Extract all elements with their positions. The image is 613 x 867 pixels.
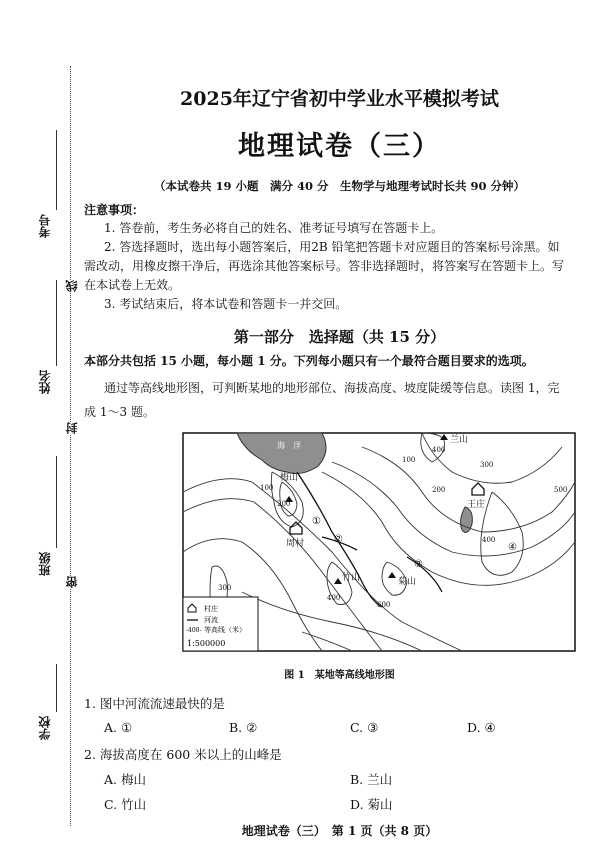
elev-500: 500 [554, 486, 568, 494]
contour-map [182, 432, 576, 652]
question-1-option-c[interactable]: C. ③ [350, 720, 379, 735]
blank-kaohao [56, 130, 57, 210]
question-1-option-b[interactable]: B. ② [229, 720, 258, 735]
subject-title: 地理试卷（三） [238, 131, 441, 162]
label-sea: 海 洋 [277, 441, 301, 450]
legend-contour: 等高线（米） [204, 626, 246, 634]
question-1-option-d[interactable]: D. ④ [467, 720, 496, 735]
river-point-4: ④ [508, 542, 517, 553]
label-lanshan: 兰山 [450, 435, 469, 445]
elev-100-b: 100 [260, 484, 274, 492]
notice-item-2-end: 在本试卷上无效。 [84, 278, 181, 292]
legend-village: 村庄 [204, 605, 218, 613]
notice-item-2: 2. 答选择题时，选出每小题答案后，用2B 铅笔把答题卡对应题目的答案标号涂黑。如 [104, 240, 560, 254]
river-point-1: ① [312, 516, 321, 527]
elev-300-a: 300 [480, 461, 494, 469]
question-2-option-c[interactable]: C. 竹山 [104, 797, 147, 812]
label-jushan: 菊山 [398, 577, 417, 587]
page-footer: 地理试卷（三） 第 1 页（共 8 页） [241, 824, 438, 838]
legend-contour-sample: -400- [186, 627, 202, 634]
cut-mark-mi: 密 [65, 576, 79, 588]
notice-item-3: 3. 考试结束后，将本试卷和答题卡一并交回。 [104, 297, 348, 311]
notice-item-2-cont: 需改动，用橡皮擦干净后，再选涂其他答案标号。答非选择题时，将答案写在答题卡上。写 [84, 259, 565, 273]
elev-600: 600 [377, 601, 391, 609]
question-stem-line1: 通过等高线地形图，可判断某地的地形部位、海拔高度、坡度陡缓等信息。读图 1，完 [104, 381, 560, 395]
section-title: 第一部分 选择题（共 15 分） [233, 328, 446, 346]
map-legend [183, 597, 258, 651]
question-2-option-d[interactable]: D. 菊山 [350, 797, 393, 812]
label-meishan: 梅山 [280, 473, 299, 483]
elev-400-c: 400 [482, 536, 496, 544]
question-2-stem: 2. 海拔高度在 600 米以上的山峰是 [84, 747, 282, 762]
map-caption: 图 1 某地等高线地形图 [284, 670, 395, 681]
question-1-stem: 1. 图中河流流速最快的是 [84, 696, 225, 711]
notice-label: 注意事项： [84, 203, 145, 217]
exam-info: （本试卷共 19 小题 满分 40 分 生物学与地理考试时长共 90 分钟） [153, 179, 526, 193]
legend-scale: 1:500000 [187, 639, 226, 648]
binding-margin [0, 0, 80, 867]
section-instruction: 本部分共包括 15 小题，每小题 1 分。下列每小题只有一个最符合题目要求的选项。 [84, 354, 534, 368]
elev-200-a: 200 [432, 486, 446, 494]
legend-river: 河流 [204, 616, 218, 624]
blank-xuexiao [56, 664, 57, 712]
label-kaohao: 考号 [38, 214, 52, 238]
river-point-2: ② [334, 534, 343, 545]
elev-400-a: 400 [432, 446, 446, 454]
label-zhoucun: 周村 [286, 539, 305, 549]
label-xingming: 姓名 [38, 370, 52, 394]
question-1-option-a[interactable]: A. ① [104, 720, 133, 735]
blank-xingming [56, 280, 57, 366]
label-zhushan: 竹山 [342, 573, 361, 583]
notice-item-1: 1. 答卷前，考生务必将自己的姓名、准考证号填写在答题卡上。 [104, 221, 444, 235]
question-stem-line2: 成 1～3 题。 [84, 405, 155, 419]
label-banji: 班级 [38, 552, 52, 576]
cut-mark-xian: 线 [65, 280, 79, 292]
question-2-option-a[interactable]: A. 梅山 [104, 772, 146, 787]
label-xuexiao: 学校 [38, 716, 52, 740]
elev-400-b: 400 [327, 594, 341, 602]
elev-200-b: 200 [277, 500, 291, 508]
elev-100-a: 100 [402, 456, 416, 464]
label-wangzhuang: 王庄 [467, 500, 486, 510]
elev-300-b: 300 [218, 584, 232, 592]
question-2-option-b[interactable]: B. 兰山 [350, 772, 393, 787]
exam-title: 2025年辽宁省初中学业水平模拟考试 [180, 88, 499, 110]
river-point-3: ③ [414, 559, 423, 570]
blank-banji [56, 456, 57, 548]
cut-mark-feng: 封 [65, 422, 79, 434]
cut-line [70, 66, 71, 826]
